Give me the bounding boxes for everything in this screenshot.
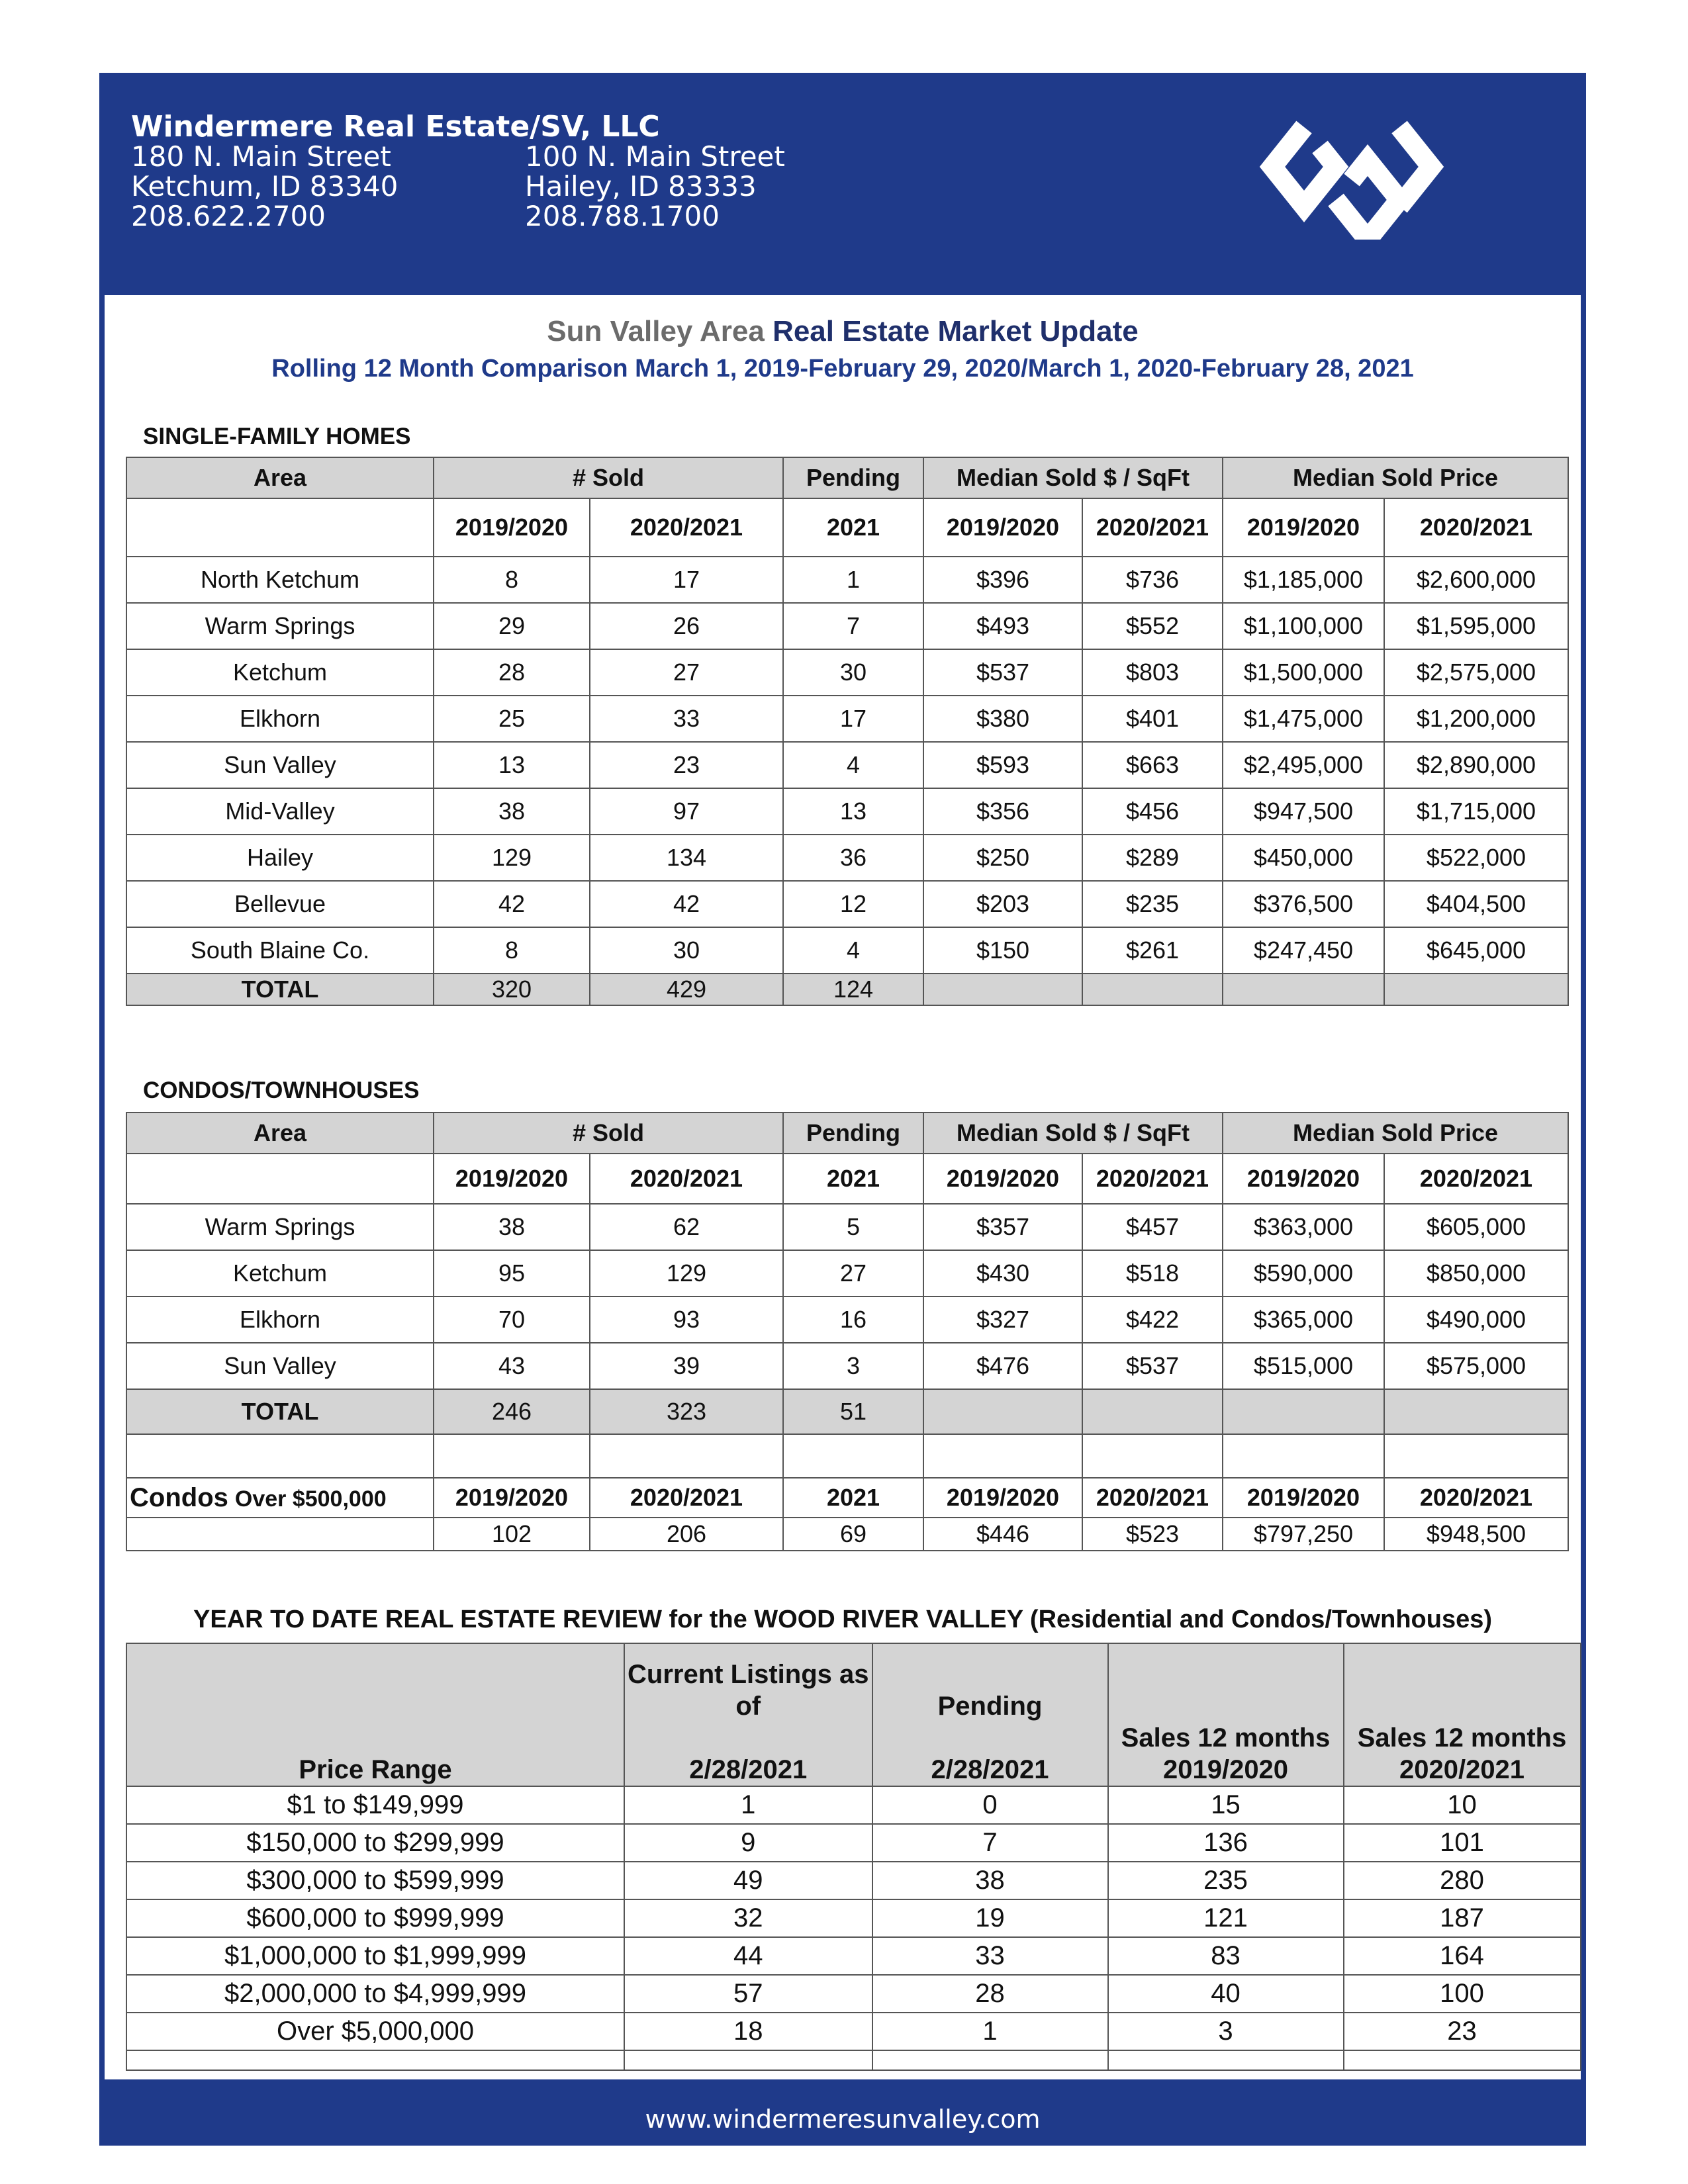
table-cell: 280 [1344,1862,1581,1899]
over500-value-cell: $523 [1082,1518,1223,1551]
group-header-row [126,1113,1568,1154]
table-cell: 95 [434,1250,590,1297]
subheader-cell: 2021 [783,1154,923,1204]
table-cell: $590,000 [1223,1250,1384,1297]
table-cell: 136 [1108,1824,1344,1862]
table-cell: $261 [1082,927,1223,974]
area-name: Bellevue [126,881,434,927]
table-cell: 38 [434,788,590,835]
subheader-cell: 2020/2021 [1082,1154,1223,1204]
area-name: Ketchum [126,649,434,696]
table-cell: 5 [783,1204,923,1250]
letterhead [99,73,1586,295]
table-cell: 40 [1108,1975,1344,2013]
subheader-cell: 2020/2021 [1082,498,1223,557]
table-row [126,1297,1568,1343]
table-cell: 7 [783,603,923,649]
subheader-cell: 2021 [783,498,923,557]
over500-header-cell: 2019/2020 [434,1478,590,1518]
table-cell: $1,595,000 [1384,603,1568,649]
table-cell: 17 [783,696,923,742]
table-cell: 9 [624,1824,872,1862]
col-pending: Pending [783,1113,923,1154]
col-median-sqft: Median Sold $ / SqFt [923,1113,1223,1154]
table-cell: $1,475,000 [1223,696,1384,742]
table-cell: $490,000 [1384,1297,1568,1343]
table-cell: $363,000 [1223,1204,1384,1250]
table-cell: 1 [872,2013,1108,2050]
table-cell: $203 [923,881,1082,927]
col-current-listings: Current Listings as of 2/28/2021 [624,1643,872,1786]
table-cell: 4 [783,742,923,788]
table-cell: 39 [590,1343,783,1389]
table-cell: $1,715,000 [1384,788,1568,835]
over500-value-cell: 206 [590,1518,783,1551]
subheader-cell [126,498,434,557]
subheader-cell [126,1154,434,1204]
subheader-row [126,1154,1568,1204]
city: Hailey, ID 83333 [525,170,757,203]
table-cell: $1,500,000 [1223,649,1384,696]
city: Ketchum, ID 83340 [131,170,399,203]
total-cell [1082,974,1223,1005]
area-name: North Ketchum [126,557,434,603]
table-cell: 164 [1344,1937,1581,1975]
subheader-cell: 2020/2021 [590,1154,783,1204]
table-cell: $493 [923,603,1082,649]
spacer-row [126,2050,1581,2070]
subheader-cell: 2019/2020 [1223,498,1384,557]
col-median-price: Median Sold Price [1223,457,1568,498]
col-area: Area [126,457,434,498]
over500-value-cell: $797,250 [1223,1518,1384,1551]
table-cell: 17 [590,557,783,603]
col-median-price: Median Sold Price [1223,1113,1568,1154]
table-cell: 83 [1108,1937,1344,1975]
table-cell: 187 [1344,1899,1581,1937]
table-cell: 30 [590,927,783,974]
table-cell: 93 [590,1297,783,1343]
price-range: $2,000,000 to $4,999,999 [126,1975,624,2013]
title-main: Real Estate Market Update [773,315,1139,347]
table-cell: 121 [1108,1899,1344,1937]
total-label: TOTAL [126,974,434,1005]
total-cell: 51 [783,1389,923,1434]
table-cell: 42 [434,881,590,927]
ytd-table [126,1643,1581,2071]
table-row [126,696,1568,742]
col-median-sqft: Median Sold $ / SqFt [923,457,1223,498]
table-row [126,1862,1581,1899]
table-cell: $1,185,000 [1223,557,1384,603]
price-range: $300,000 to $599,999 [126,1862,624,1899]
page-subtitle: Rolling 12 Month Comparison March 1, 2019-February 29, 2020/March 1, 2020-February 28, 2021 [271,355,1414,383]
col-sales-2019-2020: Sales 12 months 2019/2020 [1108,1643,1344,1786]
table-cell: $645,000 [1384,927,1568,974]
table-cell: 101 [1344,1824,1581,1862]
table-cell: $401 [1082,696,1223,742]
table-cell: $250 [923,835,1082,881]
table-cell: $518 [1082,1250,1223,1297]
table-cell: $947,500 [1223,788,1384,835]
table-cell: $736 [1082,557,1223,603]
table-row [126,1204,1568,1250]
total-cell [1223,1389,1384,1434]
over500-value-cell: $948,500 [1384,1518,1568,1551]
table-cell: 27 [783,1250,923,1297]
table-cell: $522,000 [1384,835,1568,881]
over500-header-cell: 2019/2020 [923,1478,1082,1518]
table-cell: $247,450 [1223,927,1384,974]
table-cell: $2,575,000 [1384,649,1568,696]
subheader-cell: 2020/2021 [590,498,783,557]
group-header-row [126,457,1568,498]
table-cell: $803 [1082,649,1223,696]
table-cell: 7 [872,1824,1108,1862]
label-main: Condos [130,1482,228,1512]
table-cell: $376,500 [1223,881,1384,927]
title-area: Sun Valley Area [547,315,765,347]
table-cell: $2,495,000 [1223,742,1384,788]
table-row [126,788,1568,835]
over500-value-cell: $446 [923,1518,1082,1551]
condos-over-500k-values-row [126,1518,1568,1551]
subheader-cell: 2019/2020 [923,498,1082,557]
phone: 208.622.2700 [131,200,326,232]
table-cell: $356 [923,788,1082,835]
total-cell [1384,974,1568,1005]
spacer-row [126,1434,1568,1478]
subheader-cell: 2019/2020 [434,1154,590,1204]
price-range: $150,000 to $299,999 [126,1824,624,1862]
subheader-cell: 2020/2021 [1384,1154,1568,1204]
area-name: Mid-Valley [126,788,434,835]
table-row [126,1975,1581,2013]
total-cell: 320 [434,974,590,1005]
street: 100 N. Main Street [525,140,785,173]
table-row [126,742,1568,788]
area-name: Warm Springs [126,603,434,649]
subheader-cell: 2019/2020 [434,498,590,557]
col-sales-2020-2021: Sales 12 months 2020/2021 [1344,1643,1581,1786]
table-cell: 10 [1344,1786,1581,1824]
col-area: Area [126,1113,434,1154]
street: 180 N. Main Street [131,140,391,173]
total-cell [1223,974,1384,1005]
table-cell: 33 [590,696,783,742]
table-cell: 43 [434,1343,590,1389]
table-cell: $663 [1082,742,1223,788]
table-cell: 23 [590,742,783,788]
total-cell [923,1389,1082,1434]
table-cell: 49 [624,1862,872,1899]
condos-over-500k-label [126,1478,434,1518]
ketchum-office-address [131,142,398,231]
table-cell: 38 [434,1204,590,1250]
table-cell: 26 [590,603,783,649]
col-pending: Pending 2/28/2021 [872,1643,1108,1786]
total-cell: 323 [590,1389,783,1434]
table-row [126,1250,1568,1297]
total-cell: 429 [590,974,783,1005]
total-label: TOTAL [126,1389,434,1434]
total-row [126,974,1568,1005]
condos-over-500k-header-row [126,1478,1568,1518]
table-cell: $476 [923,1343,1082,1389]
footer-url: www.windermeresunvalley.com [645,2105,1041,2134]
price-range: $600,000 to $999,999 [126,1899,624,1937]
area-name: Sun Valley [126,742,434,788]
table-cell: 16 [783,1297,923,1343]
table-cell: 129 [434,835,590,881]
table-cell: $430 [923,1250,1082,1297]
table-cell: 100 [1344,1975,1581,2013]
table-cell: 3 [783,1343,923,1389]
table-cell: $850,000 [1384,1250,1568,1297]
table-cell: $404,500 [1384,881,1568,927]
table-cell: $605,000 [1384,1204,1568,1250]
table-row [126,927,1568,974]
table-cell: $357 [923,1204,1082,1250]
table-cell: 235 [1108,1862,1344,1899]
total-row [126,1389,1568,1434]
table-cell: $537 [1082,1343,1223,1389]
table-cell: 23 [1344,2013,1581,2050]
over500-value-cell: 69 [783,1518,923,1551]
table-cell: 134 [590,835,783,881]
table-cell: 97 [590,788,783,835]
table-cell: 12 [783,881,923,927]
table-cell: 28 [434,649,590,696]
over500-header-cell: 2019/2020 [1223,1478,1384,1518]
total-cell: 246 [434,1389,590,1434]
table-cell: 8 [434,927,590,974]
subheader-cell: 2019/2020 [1223,1154,1384,1204]
windermere-w-logo-icon [1258,114,1456,240]
table-cell: 38 [872,1862,1108,1899]
table-cell: $457 [1082,1204,1223,1250]
table-row [126,1824,1581,1862]
table-cell: $327 [923,1297,1082,1343]
table-row [126,557,1568,603]
table-cell: 33 [872,1937,1108,1975]
price-range: $1 to $149,999 [126,1786,624,1824]
table-cell: 3 [1108,2013,1344,2050]
table-cell: $235 [1082,881,1223,927]
table-cell: $537 [923,649,1082,696]
area-name: Warm Springs [126,1204,434,1250]
table-cell: 13 [783,788,923,835]
area-name: Sun Valley [126,1343,434,1389]
table-cell: 27 [590,649,783,696]
table-cell: $396 [923,557,1082,603]
total-cell: 124 [783,974,923,1005]
table-cell: 15 [1108,1786,1344,1824]
over500-header-cell: 2020/2021 [1082,1478,1223,1518]
table-cell: 1 [624,1786,872,1824]
table-cell: 13 [434,742,590,788]
table-cell: $380 [923,696,1082,742]
table-cell: 25 [434,696,590,742]
table-cell: 129 [590,1250,783,1297]
total-cell [1384,1389,1568,1434]
table-cell: 42 [590,881,783,927]
table-cell: $2,890,000 [1384,742,1568,788]
total-cell [1082,1389,1223,1434]
table-cell: 8 [434,557,590,603]
table-cell: $575,000 [1384,1343,1568,1389]
table-cell: 44 [624,1937,872,1975]
table-row [126,881,1568,927]
price-range: $1,000,000 to $1,999,999 [126,1937,624,1975]
table-row [126,603,1568,649]
sfh-section-label: SINGLE-FAMILY HOMES [143,424,411,449]
table-cell: $289 [1082,835,1223,881]
price-range: Over $5,000,000 [126,2013,624,2050]
table-row [126,1343,1568,1389]
label-sub: Over $500,000 [234,1486,387,1512]
table-cell: $422 [1082,1297,1223,1343]
table-cell: $365,000 [1223,1297,1384,1343]
over500-header-cell: 2021 [783,1478,923,1518]
table-cell: $1,200,000 [1384,696,1568,742]
table-cell: 36 [783,835,923,881]
subheader-cell: 2020/2021 [1384,498,1568,557]
table-cell: 70 [434,1297,590,1343]
area-name: South Blaine Co. [126,927,434,974]
ytd-header-row [126,1643,1581,1786]
condo-table [126,1112,1569,1551]
ytd-rows [126,1786,1581,2050]
table-row [126,2013,1581,2050]
over500-header-cell: 2020/2021 [590,1478,783,1518]
area-name: Ketchum [126,1250,434,1297]
table-cell: $150 [923,927,1082,974]
table-cell: $456 [1082,788,1223,835]
page-title [99,315,1586,348]
table-row [126,1937,1581,1975]
col-pending: Pending [783,457,923,498]
table-cell: $593 [923,742,1082,788]
col-sold: # Sold [434,457,783,498]
table-cell: $450,000 [1223,835,1384,881]
ytd-title: YEAR TO DATE REAL ESTATE REVIEW for the WOOD RIVER VALLEY (Residential and Condos/Townhouses) [193,1606,1493,1633]
table-row [126,835,1568,881]
table-cell: 1 [783,557,923,603]
table-cell: 30 [783,649,923,696]
table-cell: $552 [1082,603,1223,649]
condo-rows [126,1204,1568,1389]
table-cell: 28 [872,1975,1108,2013]
table-cell: 4 [783,927,923,974]
table-cell: 19 [872,1899,1108,1937]
subheader-row [126,498,1568,557]
table-cell: 57 [624,1975,872,2013]
table-cell: 29 [434,603,590,649]
table-cell: 32 [624,1899,872,1937]
table-row [126,1899,1581,1937]
phone: 208.788.1700 [525,200,720,232]
table-cell: $1,100,000 [1223,603,1384,649]
table-cell: 18 [624,2013,872,2050]
col-sold: # Sold [434,1113,783,1154]
table-cell: 62 [590,1204,783,1250]
over500-value-cell: 102 [434,1518,590,1551]
single-family-table [126,457,1569,1006]
table-cell: 0 [872,1786,1108,1824]
table-cell: $515,000 [1223,1343,1384,1389]
condo-section-label: CONDOS/TOWNHOUSES [143,1077,420,1103]
area-name: Hailey [126,835,434,881]
table-row [126,649,1568,696]
area-name: Elkhorn [126,1297,434,1343]
col-price-range: Price Range [126,1643,624,1786]
over500-header-cell: 2020/2021 [1384,1478,1568,1518]
total-cell [923,974,1082,1005]
sfh-rows [126,557,1568,974]
hailey-office-address [525,142,785,231]
subheader-cell: 2019/2020 [923,1154,1082,1204]
area-name: Elkhorn [126,696,434,742]
table-row [126,1786,1581,1824]
table-cell: $2,600,000 [1384,557,1568,603]
company-name: Windermere Real Estate/SV, LLC [131,110,660,144]
